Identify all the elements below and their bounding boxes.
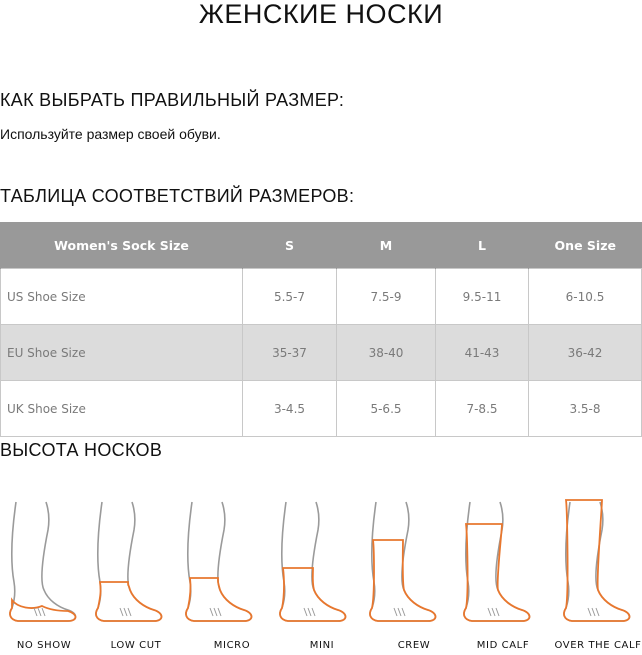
- cell-us-l: 9.5-11: [436, 269, 529, 325]
- sock-label-micro: MICRO: [213, 640, 251, 651]
- how-to-choose-text: Используйте размер своей обуви.: [0, 126, 221, 142]
- header-size-l: L: [436, 222, 529, 269]
- header-size-one: One Size: [529, 222, 642, 269]
- row-label-eu: EU Shoe Size: [1, 325, 243, 381]
- sock-label-mid-calf: MID CALF: [476, 640, 530, 651]
- sock-height-heading: ВЫСОТА НОСКОВ: [0, 440, 163, 460]
- header-womens-sock-size: Women's Sock Size: [1, 222, 243, 269]
- header-size-s: S: [243, 222, 337, 269]
- cell-uk-m: 5-6.5: [337, 381, 436, 437]
- size-table: [0, 222, 642, 437]
- cell-uk-s: 3-4.5: [243, 381, 337, 437]
- sock-micro-icon: [178, 490, 258, 630]
- sock-crew-icon: [362, 490, 442, 630]
- sock-label-low-cut: LOW CUT: [110, 640, 162, 651]
- sock-low-cut-icon: [88, 490, 168, 630]
- sock-label-mini: MINI: [309, 640, 335, 651]
- sock-over-the-calf-icon: [556, 490, 636, 630]
- cell-us-s: 5.5-7: [243, 269, 337, 325]
- cell-us-m: 7.5-9: [337, 269, 436, 325]
- table-row-uk: [1, 381, 642, 437]
- how-to-choose-heading: КАК ВЫБРАТЬ ПРАВИЛЬНЫЙ РАЗМЕР:: [0, 90, 345, 110]
- cell-eu-m: 38-40: [337, 325, 436, 381]
- cell-eu-one: 36-42: [529, 325, 642, 381]
- sock-label-over-the-calf: OVER THE CALF: [554, 640, 642, 651]
- size-table-heading: ТАБЛИЦА СООТВЕТСТВИЙ РАЗМЕРОВ:: [0, 186, 355, 206]
- sock-label-crew: CREW: [397, 640, 431, 651]
- table-row-us: [1, 269, 642, 325]
- page-title: ЖЕНСКИЕ НОСКИ: [198, 0, 444, 29]
- sock-height-diagram: [0, 490, 642, 655]
- sock-no-show-icon: [2, 490, 82, 630]
- size-table-header-row: [1, 222, 642, 269]
- sock-mini-icon: [272, 490, 352, 630]
- row-label-uk: UK Shoe Size: [1, 381, 243, 437]
- sock-label-no-show: NO SHOW: [16, 640, 72, 651]
- cell-eu-l: 41-43: [436, 325, 529, 381]
- cell-uk-one: 3.5-8: [529, 381, 642, 437]
- row-label-us: US Shoe Size: [1, 269, 243, 325]
- cell-us-one: 6-10.5: [529, 269, 642, 325]
- cell-uk-l: 7-8.5: [436, 381, 529, 437]
- sock-mid-calf-icon: [456, 490, 536, 630]
- header-size-m: M: [337, 222, 436, 269]
- cell-eu-s: 35-37: [243, 325, 337, 381]
- table-row-eu: [1, 325, 642, 381]
